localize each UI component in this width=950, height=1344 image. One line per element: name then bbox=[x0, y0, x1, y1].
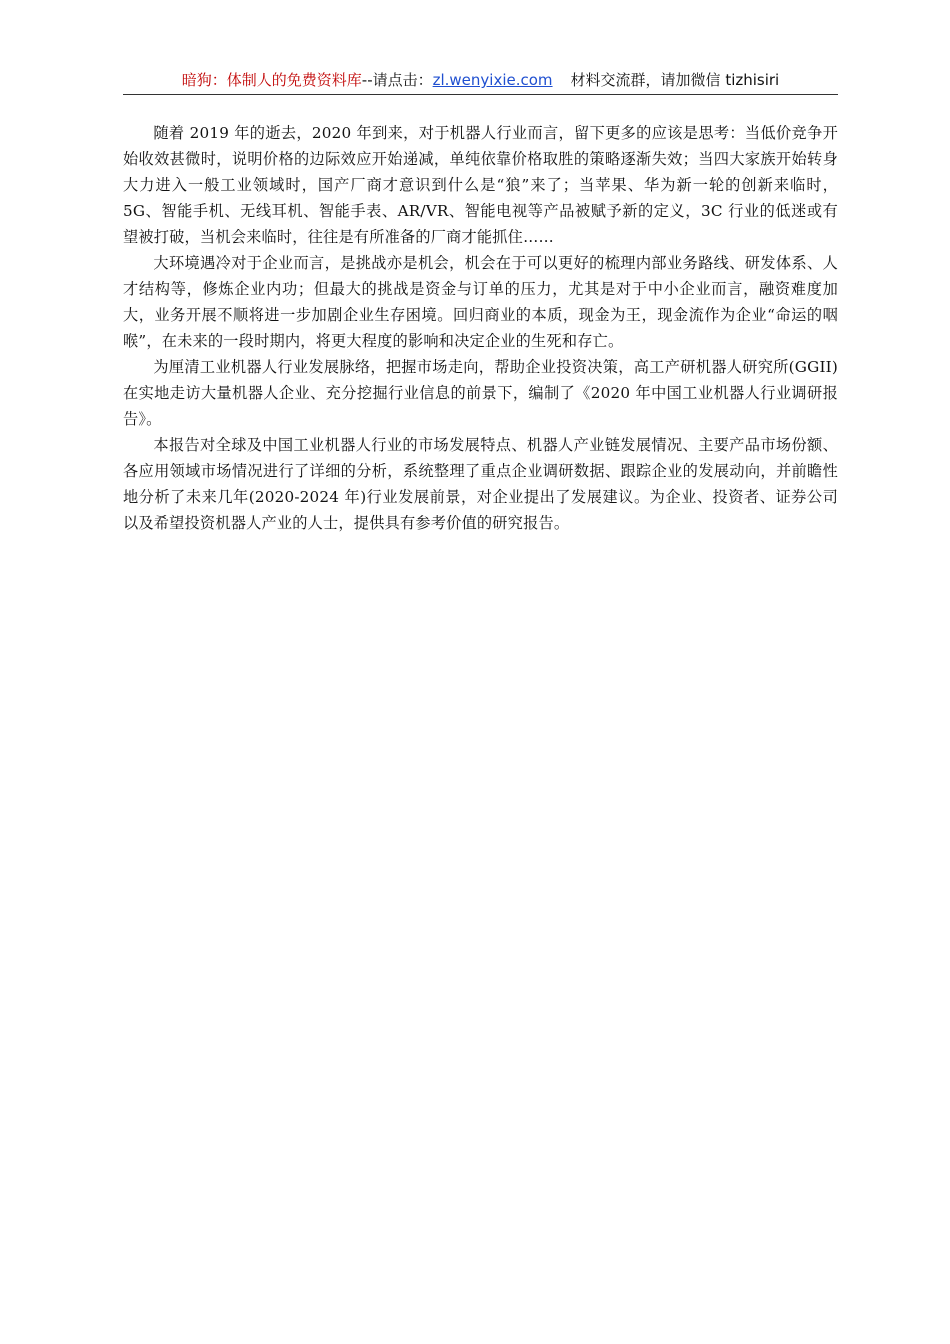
document-body bbox=[123, 120, 838, 536]
paragraph-3: 为厘清工业机器人行业发展脉络，把握市场走向，帮助企业投资决策，高工产研机器人研究所(GGII)在实地走访大量机器人企业、充分挖掘行业信息的前景下，编制了《2020 年中国工业机器人行业调研报告》。 bbox=[123, 358, 838, 428]
header-contact: 材料交流群，请加微信 tizhisiri bbox=[570, 71, 780, 89]
header-divider bbox=[123, 94, 838, 95]
header-prompt: --请点击： bbox=[361, 71, 433, 89]
header-brand: 暗狗：体制人的免费资料库 bbox=[181, 71, 362, 89]
paragraph-1: 随着 2019 年的逝去，2020 年到来，对于机器人行业而言，留下更多的应该是思考：当低价竞争开始收效甚微时，说明价格的边际效应开始递减，单纯依靠价格取胜的策略逐渐失效；当四大家族开始转身大力进入一般工业领域时，国产厂商才意识到什么是“狼”来了；当苹果、华为新一轮的创新来临时，5G、智能手机、无线耳机、智能手表、AR/VR、智能电视等产品被赋予新的定义，3C 行业的低迷或有望被打破，当机会来临时，往往是有所准备的厂商才能抓住…… bbox=[123, 124, 838, 246]
header-link[interactable]: zl.wenyixie.com bbox=[432, 71, 553, 89]
paragraph-2: 大环境遇冷对于企业而言，是挑战亦是机会，机会在于可以更好的梳理内部业务路线、研发体系、人才结构等，修炼企业内功；但最大的挑战是资金与订单的压力，尤其是对于中小企业而言，融资难度加大，业务开展不顺将进一步加剧企业生存困境。回归商业的本质，现金为王，现金流作为企业“命运的咽喉”，在未来的一段时期内，将更大程度的影响和决定企业的生死和存亡。 bbox=[123, 254, 838, 350]
page-header bbox=[123, 66, 838, 94]
paragraph-4: 本报告对全球及中国工业机器人行业的市场发展特点、机器人产业链发展情况、主要产品市场份额、各应用领域市场情况进行了详细的分析，系统整理了重点企业调研数据、跟踪企业的发展动向，并前瞻性地分析了未来几年(2020-2024 年)行业发展前景，对企业提出了发展建议。为企业、投资者、证券公司以及希望投资机器人产业的人士，提供具有参考价值的研究报告。 bbox=[123, 436, 838, 532]
